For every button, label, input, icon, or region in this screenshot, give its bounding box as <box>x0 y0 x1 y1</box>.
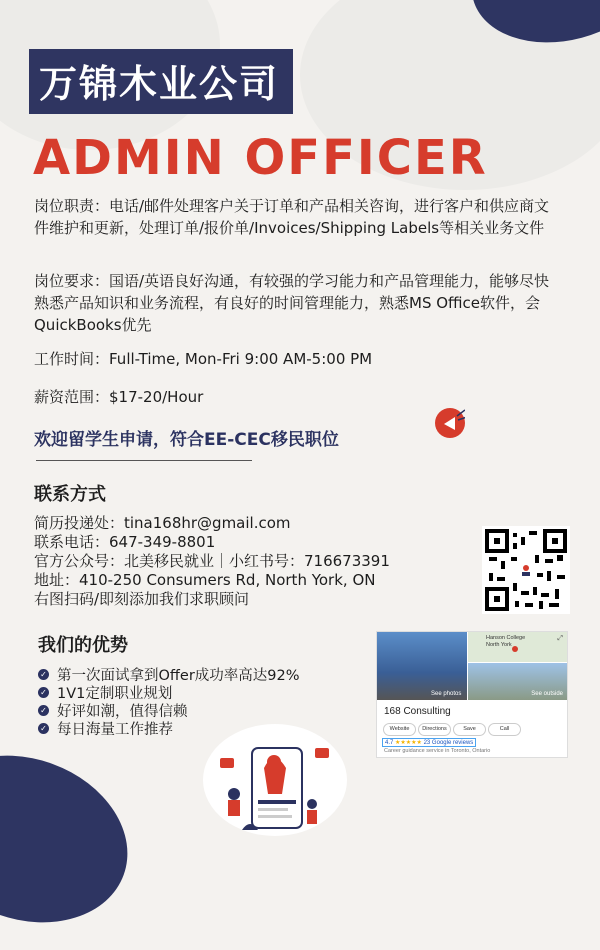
list-item <box>38 683 300 701</box>
advantage-text: 第一次面试拿到Offer成功率高达92% <box>57 667 300 684</box>
map-label: Hanson College North York <box>486 635 526 648</box>
person-illustration <box>200 718 350 838</box>
decor-corner <box>0 728 151 950</box>
contact-social: 官方公众号：北美移民就业｜小红书号：716673391 <box>34 552 390 570</box>
business-name: 168 Consulting <box>384 706 451 717</box>
advantage-text: 每日海量工作推荐 <box>57 721 173 738</box>
check-icon: ✓ <box>38 723 49 734</box>
check-icon: ✓ <box>38 669 49 680</box>
qr-code[interactable] <box>482 526 570 614</box>
review-count[interactable]: 23 Google reviews <box>423 740 474 746</box>
list-item <box>38 665 300 683</box>
google-business-card[interactable] <box>376 631 568 758</box>
check-icon: ✓ <box>38 705 49 716</box>
advantage-text: 1V1定制职业规划 <box>57 685 173 702</box>
business-description: Career guidance service in Toronto, Ontario <box>384 748 491 754</box>
star-icons: ★★★★★ <box>395 740 422 746</box>
company-name: 万锦木业公司 <box>29 49 293 114</box>
job-title: ADMIN OFFICER <box>33 130 488 186</box>
contact-list <box>34 514 390 609</box>
megaphone-icon <box>435 408 465 438</box>
rating-value: 4.7 <box>385 740 394 746</box>
see-photos-label[interactable]: See photos <box>431 691 462 697</box>
directions-button[interactable]: Directions <box>418 723 451 736</box>
map-pin-icon <box>512 646 518 652</box>
invite-banner: 欢迎留学生申请，符合EE-CEC移民职位 <box>34 430 339 450</box>
see-outside-label[interactable]: See outside <box>531 691 563 697</box>
contact-address: 地址：410-250 Consumers Rd, North York, ON <box>34 571 376 589</box>
save-button[interactable]: Save <box>453 723 486 736</box>
street-photo[interactable] <box>468 663 567 700</box>
check-icon: ✓ <box>38 687 49 698</box>
contact-heading: 联系方式 <box>34 484 106 505</box>
contact-scan-note: 右图扫码/即刻添加我们求职顾问 <box>34 590 250 608</box>
building-photo[interactable] <box>377 632 467 700</box>
job-requirements: 岗位要求：国语/英语良好沟通，有较强的学习能力和产品管理能力，能够尽快熟悉产品知识和业务流程，有良好的时间管理能力，熟悉MS Office软件，会QuickBooks优先 <box>34 272 550 334</box>
divider <box>36 460 252 461</box>
call-button[interactable]: Call <box>488 723 521 736</box>
advantages-heading: 我们的优势 <box>38 635 128 656</box>
map-thumbnail[interactable] <box>468 632 567 662</box>
website-button[interactable]: Website <box>383 723 416 736</box>
list-item <box>38 701 300 719</box>
rating-row <box>382 738 476 747</box>
advantage-text: 好评如潮，值得信赖 <box>57 703 188 720</box>
expand-icon[interactable]: ⤢ <box>557 635 563 642</box>
work-hours: 工作时间：Full-Time, Mon-Fri 9:00 AM-5:00 PM <box>34 350 373 368</box>
contact-phone[interactable]: 联系电话：647-349-8801 <box>34 533 216 551</box>
salary-range: 薪资范围：$17-20/Hour <box>34 388 204 406</box>
contact-email[interactable]: 简历投递处：tina168hr@gmail.com <box>34 514 291 532</box>
job-duties: 岗位职责：电话/邮件处理客户关于订单和产品相关咨询，进行客户和供应商文件维护和更新，处理订单/报价单/Invoices/Shipping Labels等相关业务文件 <box>34 197 550 237</box>
